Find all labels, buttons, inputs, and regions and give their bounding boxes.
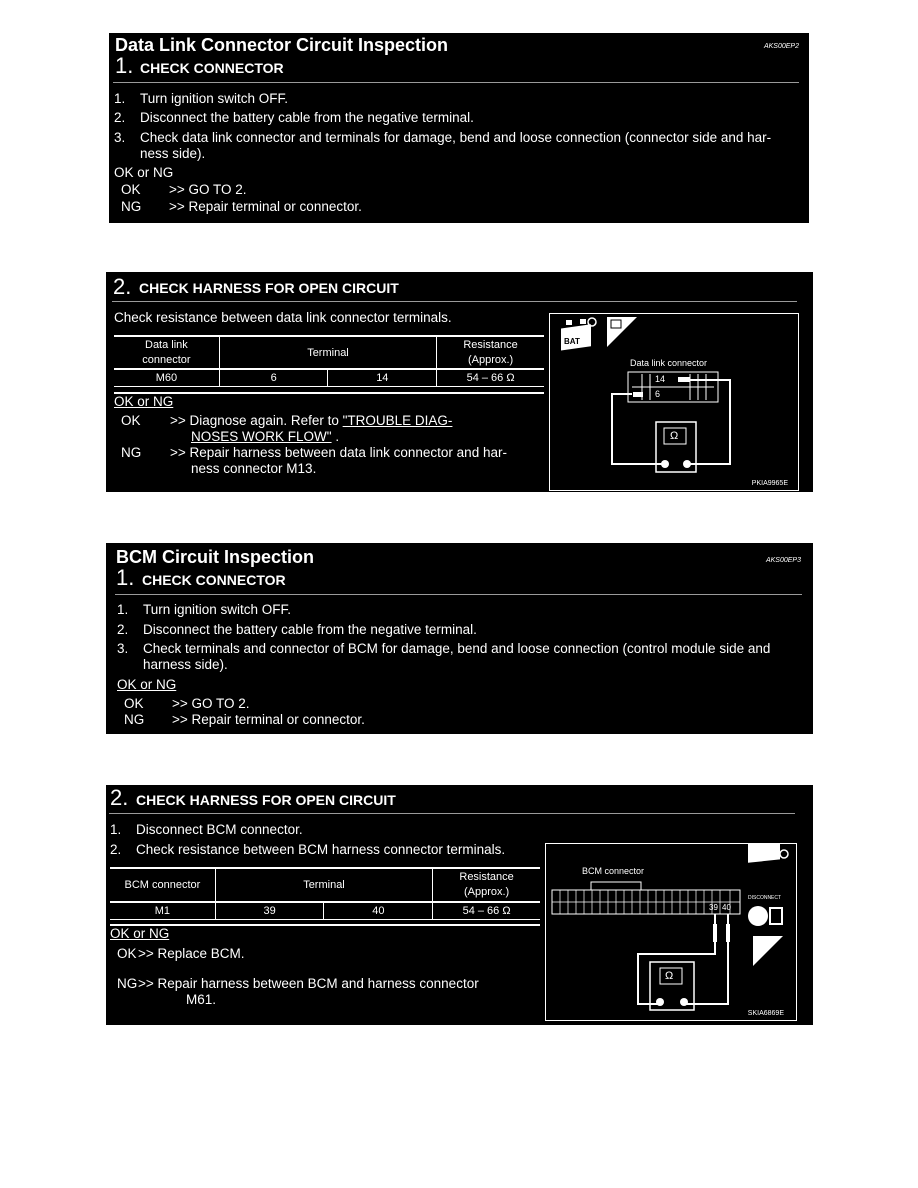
step-heading: CHECK HARNESS FOR OPEN CIRCUIT	[139, 280, 399, 296]
section-title: Data Link Connector Circuit Inspection	[115, 35, 449, 55]
ng-action-continued: ness connector M13.	[191, 461, 317, 476]
list-item: Disconnect BCM connector.	[136, 822, 303, 837]
step-number: 2.	[113, 274, 132, 299]
header-terminal: Terminal	[215, 868, 432, 902]
list-item: Turn ignition switch OFF.	[143, 602, 292, 617]
step-heading: CHECK HARNESS FOR OPEN CIRCUIT	[136, 792, 396, 808]
step-number: 1.	[116, 565, 135, 590]
cell-connector: M60	[114, 369, 219, 386]
figure-code: SKIA6869E	[747, 1010, 784, 1017]
step-number: 2.	[110, 785, 129, 810]
section-code: AKS00EP3	[765, 557, 801, 564]
ohm-symbol: Ω	[665, 970, 674, 982]
ng-action: >> Repair terminal or connector.	[172, 712, 365, 727]
list-number: 1.	[114, 91, 126, 106]
cell-terminal-a: 6	[219, 369, 328, 386]
step-heading: CHECK CONNECTOR	[140, 60, 284, 76]
header-resistance: Resistance (Approx.)	[437, 336, 544, 369]
step-number: 1.	[115, 53, 134, 78]
ok-or-ng-label: OK or NG	[117, 677, 177, 692]
trouble-diagnoses-link[interactable]: "TROUBLE DIAG-	[342, 413, 453, 428]
table-bottom-rule	[110, 924, 540, 926]
header-terminal: Terminal	[219, 336, 436, 369]
header-resistance: Resistance (Approx.)	[433, 868, 540, 902]
resistance-table	[114, 335, 544, 387]
instruction-text: Check resistance between data link connector terminals.	[114, 310, 452, 325]
step-heading: CHECK CONNECTOR	[142, 572, 286, 588]
ok-or-ng-label: OK or NG	[114, 165, 174, 180]
list-number: 1.	[110, 822, 122, 837]
ng-action: >> Repair harness between BCM and harness connector	[138, 976, 479, 991]
cell-connector: M1	[110, 902, 215, 919]
list-item: Disconnect the battery cable from the negative terminal.	[143, 622, 477, 637]
ng-label: NG	[124, 712, 145, 727]
list-number: 3.	[114, 130, 126, 145]
ok-action-continued: NOSES WORK FLOW" .	[191, 429, 340, 444]
divider	[115, 594, 802, 595]
ok-label: OK	[121, 413, 141, 428]
ng-action: >> Repair terminal or connector.	[169, 199, 362, 214]
pin-14-label: 14	[655, 374, 666, 384]
divider	[112, 301, 797, 302]
list-number: 2.	[110, 842, 122, 857]
list-number: 2.	[114, 110, 126, 125]
ok-action: >> GO TO 2.	[172, 696, 250, 711]
ok-label: OK	[121, 182, 141, 197]
battery-icon	[748, 844, 788, 863]
bcm-connector-diagram	[545, 843, 797, 1021]
diagram-graphic	[550, 314, 798, 490]
ohm-symbol: Ω	[670, 430, 679, 442]
resistance-table	[110, 867, 540, 920]
list-item: Check terminals and connector of BCM for damage, bend and loose connection (control module side and	[143, 641, 771, 656]
table-bottom-rule	[114, 392, 544, 394]
section-data-link-connector-inspection	[109, 33, 809, 223]
list-item: Disconnect the battery cable from the negative terminal.	[140, 110, 474, 125]
ok-action: >> Replace BCM.	[138, 946, 245, 961]
hs-label: H.S.	[768, 955, 782, 962]
bat-label: BAT	[754, 871, 770, 880]
ng-label: NG	[121, 445, 142, 460]
disconnect-icon	[748, 906, 782, 926]
ng-label: NG	[121, 199, 142, 214]
pin-39-label: 39	[709, 903, 718, 912]
list-number: 1.	[117, 602, 129, 617]
ok-label: OK	[124, 696, 144, 711]
list-item: Check data link connector and terminals for damage, bend and loose connection (connector side and har-	[140, 130, 772, 145]
trouble-diagnoses-link-cont[interactable]: NOSES WORK FLOW"	[191, 429, 332, 444]
list-item: Turn ignition switch OFF.	[140, 91, 289, 106]
cell-terminal-a: 39	[215, 902, 324, 919]
list-item-continued: harness side).	[143, 657, 228, 672]
ok-label: OK	[117, 946, 137, 961]
divider	[109, 813, 795, 814]
section-bcm-circuit-inspection	[106, 543, 813, 734]
ok-or-ng-label: OK or NG	[110, 926, 170, 941]
ok-action: >> GO TO 2.	[169, 182, 247, 197]
header-connector: BCM connector	[110, 868, 215, 902]
ok-or-ng-label: OK or NG	[114, 394, 174, 409]
ts-label: T.S.	[623, 337, 636, 344]
connector-label: Data link connector	[630, 358, 708, 368]
figure-code: PKIA9965E	[751, 480, 788, 487]
pin-40-label: 40	[722, 903, 731, 912]
disconnect-label: DISCONNECT	[748, 895, 782, 901]
section-data-link-harness-check	[106, 272, 813, 492]
ng-label: NG	[117, 976, 138, 991]
ng-action-continued: M61.	[186, 992, 217, 1007]
header-connector: Data link connector	[114, 336, 219, 369]
data-link-connector-icon	[628, 372, 718, 402]
divider	[113, 82, 799, 83]
list-number: 2.	[117, 622, 129, 637]
connector-label: BCM connector	[582, 866, 645, 876]
section-title: BCM Circuit Inspection	[116, 547, 315, 567]
data-link-connector-diagram	[549, 313, 799, 491]
ng-action: >> Repair harness between data link connector and har-	[170, 445, 507, 460]
bat-label: BAT	[564, 337, 580, 346]
ok-action: >> Diagnose again. Refer to "TROUBLE DIAG-	[170, 413, 453, 428]
list-number: 3.	[117, 641, 129, 656]
cell-terminal-b: 40	[324, 902, 433, 919]
list-item: Check resistance between BCM harness connector terminals.	[136, 842, 506, 857]
pin-6-label: 6	[655, 389, 661, 399]
section-bcm-harness-check	[106, 785, 813, 1025]
list-item-continued: ness side).	[140, 146, 206, 161]
cell-resistance: 54 – 66 Ω	[433, 902, 540, 919]
section-code: AKS00EP2	[763, 43, 799, 50]
cell-terminal-b: 14	[328, 369, 437, 386]
cell-resistance: 54 – 66 Ω	[437, 369, 544, 386]
